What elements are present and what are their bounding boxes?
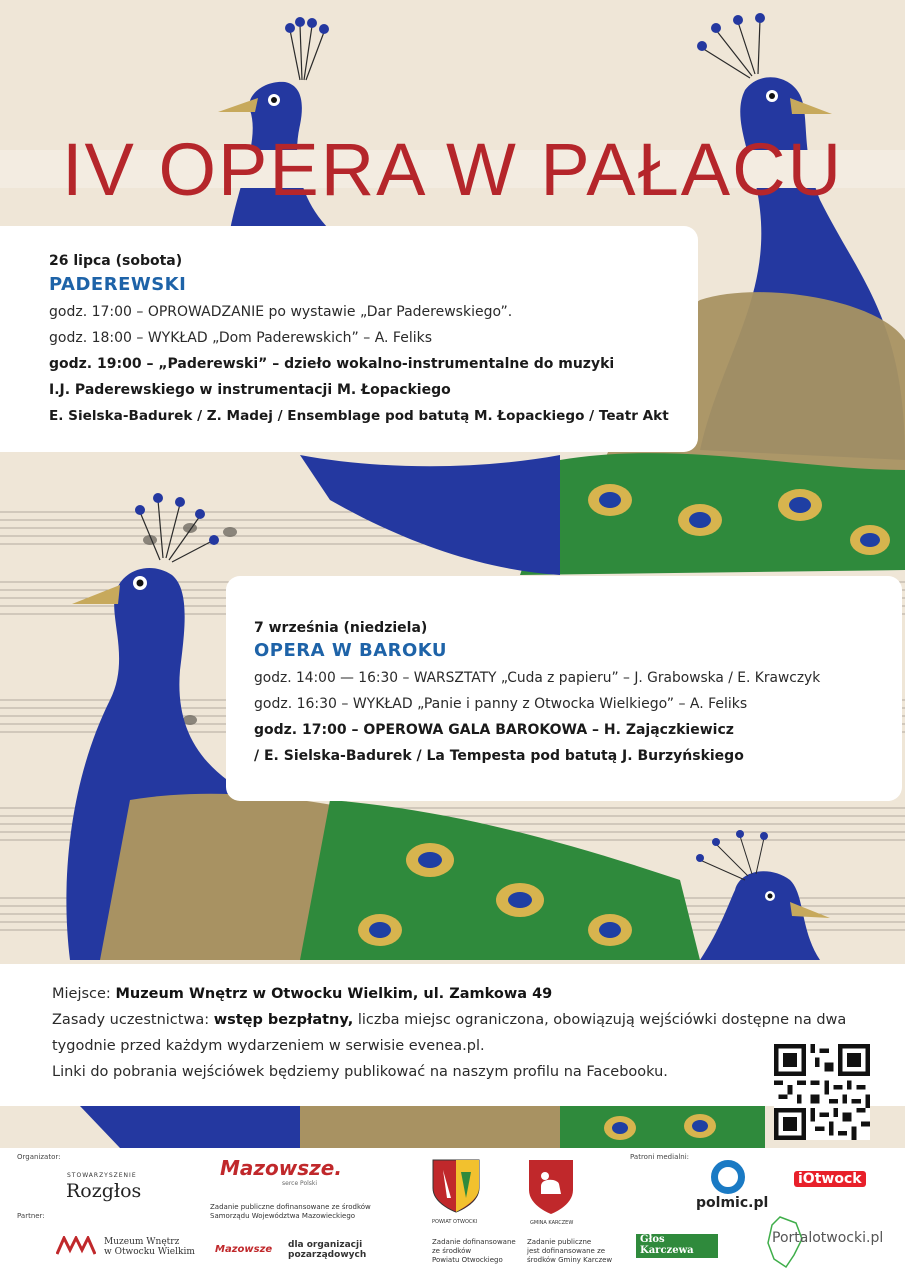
partner-label: Partner: <box>17 1212 45 1220</box>
rules-info: Zasady uczestnictwa: wstęp bezpłatny, liczba miejsc ograniczona, obowiązują wejściówki dostępne na dwa <box>52 1012 847 1028</box>
rozglos-logo-small: STOWARZYSZENIE <box>67 1172 137 1179</box>
mazowsze-org-logo: Mazowsze <box>215 1244 273 1255</box>
muzeum-logo-text: Muzeum Wnętrz w Otwocku Wielkim <box>104 1237 195 1257</box>
gmina-karczew-crest <box>527 1158 575 1216</box>
rozglos-logo: Rozgłos <box>66 1180 142 1202</box>
org-logo-text: dla organizacji pozarządowych <box>288 1240 367 1260</box>
event-card-opera-baroku <box>226 576 902 801</box>
powiat-label: POWIAT OTWOCKI <box>432 1219 478 1225</box>
event2-line: godz. 14:00 — 16:30 – WARSZTATY „Cuda z papieru” – J. Grabowska / E. Krawczyk <box>254 670 821 686</box>
qr-code[interactable] <box>774 1044 870 1140</box>
event2-line: / E. Sielska-Badurek / La Tempesta pod batutą J. Burzyńskiego <box>254 748 744 764</box>
event1-name: PADEREWSKI <box>49 274 187 295</box>
links-info: Linki do pobrania wejściówek będziemy publikować na naszym profilu na Facebooku. <box>52 1064 668 1080</box>
portalotwocki-logo: Portalotwocki.pl <box>772 1230 884 1246</box>
muzeum-logo-icon <box>56 1236 96 1256</box>
event1-date: 26 lipca (sobota) <box>49 253 183 269</box>
event1-line: I.J. Paderewskiego w instrumentacji M. Łopackiego <box>49 382 451 398</box>
mazowsze-logo: Mazowsze. <box>220 1156 342 1180</box>
glos-karczewa-logo: Głos Karczewa <box>640 1234 694 1256</box>
iotwock-logo: iOtwock <box>794 1171 866 1187</box>
powiat-note: Zadanie dofinansowane ze środków Powiatu Otwockiego <box>432 1238 516 1264</box>
event1-line: E. Sielska-Badurek / Z. Madej / Ensemblage pod batutą M. Łopackiego / Teatr Akt <box>49 408 669 424</box>
rules-info-line2: tygodnie przed każdym wydarzeniem w serwisie evenea.pl. <box>52 1038 485 1054</box>
powiat-otwocki-crest <box>431 1158 481 1214</box>
event2-date: 7 września (niedziela) <box>254 620 428 636</box>
peacock-strip-bottom <box>0 1106 905 1148</box>
mazowsze-note: Zadanie publiczne dofinansowane ze środków Samorządu Województwa Mazowieckiego <box>210 1203 371 1220</box>
polmic-logo-icon <box>711 1160 745 1194</box>
event1-line: godz. 18:00 – WYKŁAD „Dom Paderewskich” – A. Feliks <box>49 330 433 346</box>
event1-line: godz. 19:00 – „Paderewski” – dzieło wokalno-instrumentalne do muzyki <box>49 356 615 372</box>
place-info: Miejsce: Muzeum Wnętrz w Otwocku Wielkim, ul. Zamkowa 49 <box>52 986 553 1002</box>
event1-line: godz. 17:00 – OPROWADZANIE po wystawie „Dar Paderewskiego”. <box>49 304 513 320</box>
gmina-note: Zadanie publiczne jest dofinansowane ze środków Gminy Karczew <box>527 1238 613 1264</box>
polmic-logo: polmic.pl <box>696 1195 769 1211</box>
organizer-label: Organizator: <box>17 1153 61 1161</box>
page-title: IV OPERA W PAŁACU <box>61 128 844 211</box>
gmina-label: GMINA KARCZEW <box>530 1220 574 1226</box>
mazowsze-sub: serce Polski <box>282 1180 318 1187</box>
media-patrons-label: Patroni medialni: <box>630 1153 690 1161</box>
event2-line: godz. 17:00 – OPEROWA GALA BAROKOWA – H. Zajączkiewicz <box>254 722 734 738</box>
event2-name: OPERA W BAROKU <box>254 640 448 661</box>
event2-line: godz. 16:30 – WYKŁAD „Panie i panny z Otwocka Wielkiego” – A. Feliks <box>254 696 748 712</box>
